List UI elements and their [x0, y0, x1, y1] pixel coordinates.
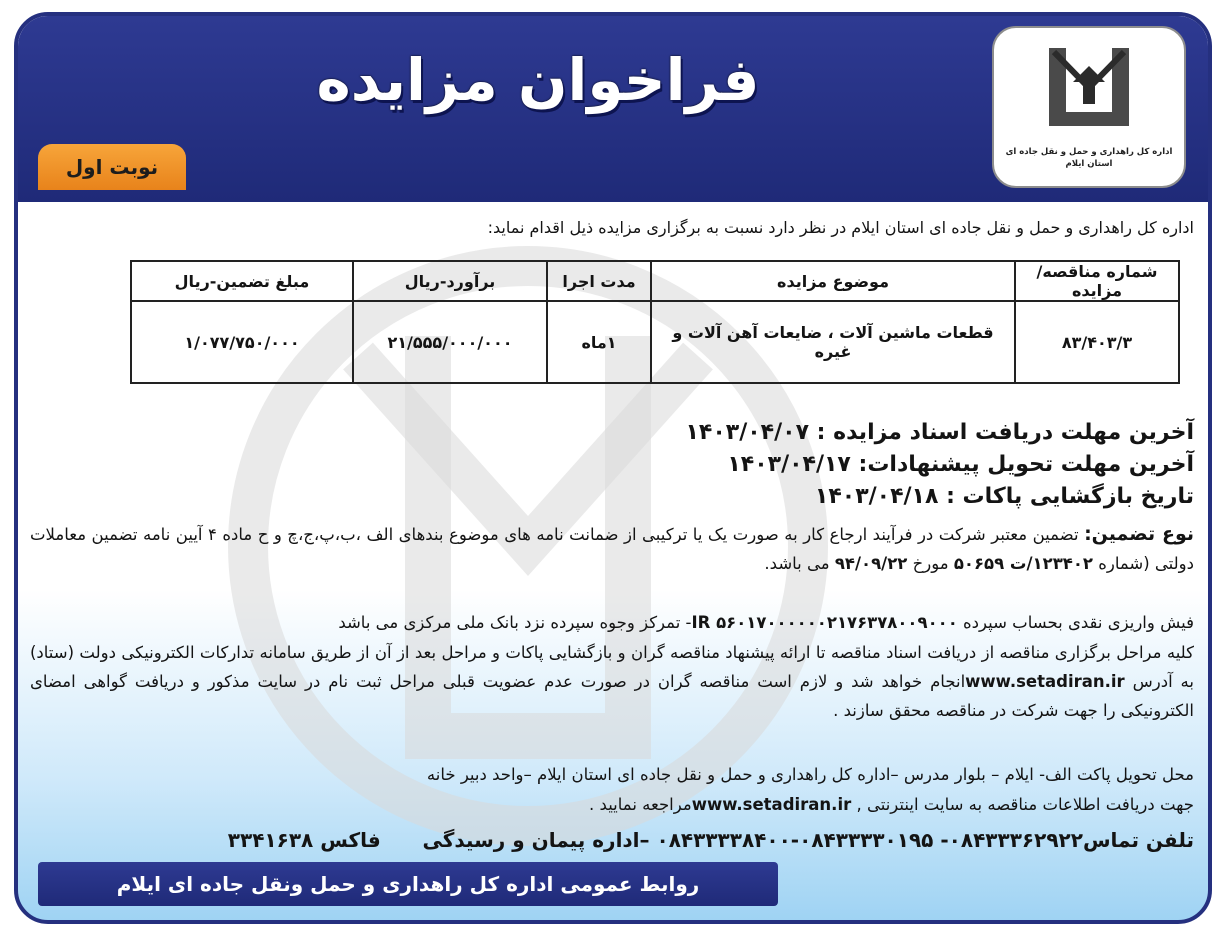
auction-subject-cell: قطعات ماشین آلات ، ضایعات آهن آلات و غیره: [651, 301, 1015, 383]
process-text-2: انجام خواهد شد و لازم است مناقصه گران در صورت عدم عضویت قبلی مراحل ثبت نام در سایت مذکور و دریافت گواهی امضای الکترونیکی را جهت شرکت در مناقصه محقق سازند .: [30, 672, 1194, 720]
guarantee-ref: ۱۲۳۴۰۲/ت ۵۰۶۵۹: [953, 554, 1093, 573]
proposals-deadline: آخرین مهلت تحویل پیشنهادات: ۱۴۰۳/۰۴/۱۷: [727, 452, 1194, 477]
logo-caption-line1: اداره کل راهداری و حمل و نقل جاده ای: [1005, 147, 1173, 157]
logo-caption-line2: استان ایلام: [1065, 159, 1113, 169]
guarantee-text-1: تضمین معتبر شرکت در فرآیند ارجاع کار به صورت یک یا ترکیبی از ضمانت نامه های موضوع بندهای الف ،ب،پ،ج،چ و ح ماده ۴ آیین نامه تضمین معاملات دولتی (شماره: [30, 525, 1194, 573]
delivery-paragraph: محل تحویل پاکت الف- ایلام – بلوار مدرس –اداره کل راهداری و حمل و نقل جاده ای استان ایلام –واحد دبیر خانه: [426, 765, 1194, 784]
guarantee-label: نوع تضمین:: [1084, 523, 1194, 545]
footer-banner: روابط عمومی اداره کل راهداری و حمل ونقل جاده ای ایلام: [38, 862, 778, 906]
info-paragraph: [30, 790, 1194, 819]
contact-phones: تلفن تماس۰۸۴۳۳۳۶۲۹۲۲- ۰۸۴۳۳۳۳۰۱۹۵-۰۸۴۳۳۳۳۸۴۰۰ –اداره پیمان و رسیدگی: [422, 828, 1194, 852]
deposit-text-1: فیش واریزی نقدی بحساب سپرده: [957, 613, 1194, 632]
col-duration-header: مدت اجرا: [547, 261, 651, 301]
announcement-body: [18, 202, 1208, 920]
intro-text: اداره کل راهداری و حمل و نقل جاده ای استان ایلام در نظر دارد نسبت به برگزاری مزایده ذیل اقدام نماید:: [487, 218, 1194, 237]
duration-cell: ۱ماه: [547, 301, 651, 383]
table-row: [131, 301, 1179, 383]
info-text-1: جهت دریافت اطلاعات مناقصه به سایت اینترنتی ,: [851, 795, 1194, 814]
setadiran-link[interactable]: www.setadiran.ir: [965, 672, 1125, 691]
deposit-paragraph: [30, 608, 1194, 637]
guarantee-text-2: مورخ: [907, 554, 954, 573]
col-number-header: شماره مناقصه/مزایده: [1015, 261, 1179, 301]
process-paragraph: [30, 638, 1194, 725]
auction-table: [130, 260, 1180, 384]
deposit-text-2: - تمرکز وجوه سپرده نزد بانک ملی مرکزی می باشد: [338, 613, 692, 632]
process-text-1: کلیه مراحل برگزاری مناقصه از دریافت اسناد مناقصه تا ارائه پیشنهاد مناقصه گران و بازگشایی پاکات و مراحل بعد از آن از طریق سامانه تدارکات الکترونیکی دولت (ستاد) به آدرس: [30, 643, 1194, 691]
fax-label: فاکس: [320, 828, 381, 852]
deposit-account: IR ۵۶۰۱۷۰۰۰۰۰۰۲۱۷۶۳۷۸۰۰۹۰۰۰: [691, 613, 958, 632]
opening-date: تاریخ بازگشایی پاکات : ۱۴۰۳/۰۴/۱۸: [814, 484, 1194, 509]
road-logo-icon: [994, 28, 1184, 146]
guarantee-date: ۹۴/۰۹/۲۲: [834, 554, 908, 573]
contact-line: [30, 828, 1194, 852]
fax-number: ۳۳۴۱۶۳۸: [227, 828, 314, 852]
col-subject-header: موضوع مزایده: [651, 261, 1015, 301]
table-header-row: [131, 261, 1179, 301]
info-link[interactable]: www.setadiran.ir: [691, 795, 852, 814]
page-title: فراخوان مزایده: [316, 46, 760, 114]
header-banner: [18, 16, 1208, 202]
auction-number-cell: ۸۳/۴۰۳/۳: [1015, 301, 1179, 383]
guarantee-paragraph: [30, 520, 1194, 578]
announcement-frame: [14, 12, 1212, 924]
organization-logo: [992, 26, 1186, 188]
logo-caption: [1000, 146, 1178, 170]
estimate-cell: ۲۱/۵۵۵/۰۰۰/۰۰۰: [353, 301, 547, 383]
col-guarantee-header: مبلغ تضمین-ریال: [131, 261, 353, 301]
info-text-2: مراجعه نمایید .: [589, 795, 692, 814]
guarantee-amount-cell: ۱/۰۷۷/۷۵۰/۰۰۰: [131, 301, 353, 383]
documents-deadline: آخرین مهلت دریافت اسناد مزایده : ۱۴۰۳/۰۴/۰۷: [685, 420, 1194, 445]
guarantee-text-3: می باشد.: [764, 554, 835, 573]
col-estimate-header: برآورد-ریال: [353, 261, 547, 301]
round-badge: نوبت اول: [38, 144, 186, 190]
